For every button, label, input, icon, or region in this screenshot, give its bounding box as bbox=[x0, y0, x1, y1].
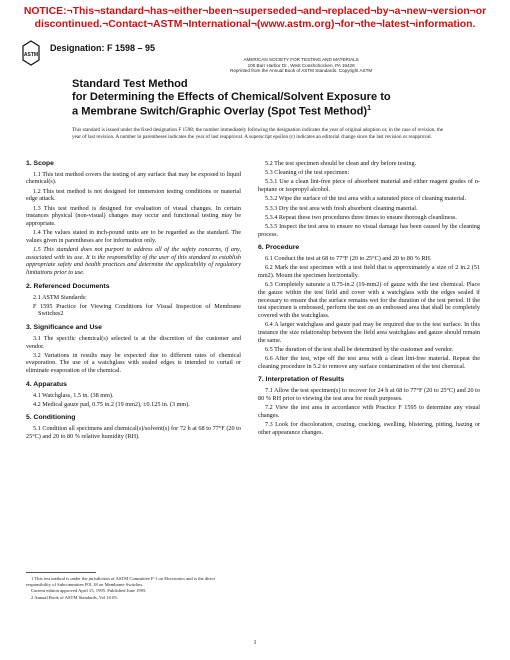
paragraph-6-3: 6.3 Completely saturate a 0.75-in.2 (19-mm2) of gauze with the test chemical. Place the gauze within the test field and cover with a watchglass with the edges sealed if necessary to ensure that the surface remains wet for the duration of the test period. If the test specimen is embossed, perform the test on an embossed area that shall be completely covered with the watchglass. bbox=[258, 281, 480, 319]
title-line-3-text: a Membrane Switch/Graphic Overlay (Spot Test Method) bbox=[72, 105, 368, 118]
paragraph-6-4: 6.4 A larger watchglass and gauze pad may be required due to the test surface. In this instance the size relationship between the field area watchglass and gauze should remain the same. bbox=[258, 321, 480, 344]
paragraph-5-2: 5.2 The test specimen should be clean and dry before testing. bbox=[265, 160, 417, 167]
paragraph-4-1: 4.1 Watchglass, 1.5 in. (38 mm). bbox=[33, 391, 114, 399]
section-5-heading: 5. Conditioning bbox=[26, 414, 76, 422]
document-title bbox=[72, 78, 472, 118]
section-2-heading: 2. Referenced Documents bbox=[26, 282, 110, 290]
reference-f1595: F 1595 Practice for Viewing Conditions for Visual Inspection of Membrane Switches2 bbox=[33, 302, 241, 318]
paragraph-1-2: 1.2 This test method is not designed for immersion testing conditions or material edge attack. bbox=[26, 187, 241, 203]
society-line-1: AMERICAN SOCIETY FOR TESTING AND MATERIALS bbox=[243, 57, 359, 62]
section-7-heading: 7. Interpretation of Results bbox=[258, 376, 345, 384]
footnotes bbox=[26, 572, 241, 602]
left-column bbox=[26, 160, 241, 442]
paragraph-3-2: 3.2 Variations in results may be expected due to different rates of chemical evaporation. The use of a watchglass with sealed edges is intended to curtail or eliminate evaporation of the chemical. bbox=[26, 351, 241, 375]
section-6-heading: 6. Procedure bbox=[258, 244, 300, 252]
paragraph-1-5: 1.5 This standard does not purport to address all of the safety concerns, if any, associated with its use. It is the responsibility of the user of this standard to establish appropriate safety and health practices and determine the applicability of regulatory limitations prior to use. bbox=[26, 246, 241, 277]
paragraph-4-2: 4.2 Medical gauze pad, 0.75 in.2 (19 mm2), ±0.125 in. (3 mm). bbox=[33, 400, 190, 408]
footnote-1-edition: Current edition approved April 15, 1995. Published June 1995. bbox=[31, 588, 147, 594]
notice-banner bbox=[0, 6, 510, 31]
astm-logo-icon bbox=[22, 40, 40, 66]
paragraph-1-1: 1.1 This test method covers the testing of any surface that may be exposed to liquid chemical(s). bbox=[26, 170, 241, 186]
paragraph-6-5: 6.5 The duration of the test shall be determined by the customer and vendor. bbox=[265, 345, 454, 353]
society-line-3: Reprinted from the Annual Book of ASTM Standards. Copyright ASTM bbox=[230, 68, 373, 74]
paragraph-5-1: 5.1 Condition all specimens and chemical(s)/solvent(s) for 72 h at 68 to 77°F (20 to 25°C) and 20 to 80 % relative humidity (RH). bbox=[26, 425, 241, 440]
section-1-heading: 1. Scope bbox=[26, 160, 54, 167]
notice-line-1: NOTICE:¬This¬standard¬has¬either¬been¬superseded¬and¬replaced¬by¬a¬new¬version¬or bbox=[23, 6, 487, 17]
society-line-2: 100 Barr Harbor Dr., West Conshohocken, PA 19428 bbox=[247, 62, 355, 68]
paragraph-6-6: 6.6 After the test, wipe off the test area with a clean lint-free material. Repeat the cleaning procedure in 5.2 to remove any surface contamination of the test chemical. bbox=[258, 354, 480, 370]
title-line-3 bbox=[72, 103, 472, 118]
notice-line-2: discontinued.¬Contact¬ASTM¬International¬(www.astm.org)¬for¬the¬latest¬information. bbox=[34, 18, 476, 30]
paragraph-5-3-1: 5.3.1 Use a clean lint-free piece of absorbent material and either reagent grades of n-heptane or isopropyl alcohol. bbox=[258, 178, 480, 194]
paragraph-3-1: 3.1 The specific chemical(s) selected is at the discretion of the customer and vendor. bbox=[26, 334, 241, 350]
paragraph-7-1: 7.1 Allow the test specimen(s) to recover for 24 h at 68 to 77°F (20 to 25°C) and 20 to 80 % RH prior to viewing the test area for result purposes. bbox=[258, 387, 480, 402]
paragraph-5-3: 5.3 Cleaning of the test specimen: bbox=[265, 169, 350, 177]
paragraph-7-3: 7.3 Look for discoloration, crazing, cracking, swelling, blistering, pitting, hazing or other appearance changes. bbox=[258, 420, 480, 436]
paragraph-5-3-2: 5.3.2 Wipe the surface of the test area with a saturated piece of cleaning material. bbox=[265, 195, 467, 203]
paragraph-7-2: 7.2 View the test area in accordance with Practice F 1595 to determine any visual changes. bbox=[258, 403, 480, 419]
section-3-heading: 3. Significance and Use bbox=[26, 324, 102, 332]
title-line-2: for Determining the Effects of Chemical/Solvent Exposure to bbox=[72, 90, 391, 103]
section-4-heading: 4. Apparatus bbox=[26, 380, 67, 388]
title-line-1: Standard Test Method bbox=[72, 78, 188, 90]
footnote-divider bbox=[26, 572, 96, 573]
paragraph-1-3: 1.3 This test method is designed for evaluation of visual changes. In certain instances physical (non-visual) changes may occur and functional testing may be appropriate. bbox=[26, 204, 241, 227]
issued-statement: This standard is issued under the fixed designation F 1598; the number immediately following the designation indicates the year of original adoption or, in the case of revision, the year of last revision. A number in parentheses indicates the year of last reapproval. A superscript epsilon (ε) indicates an editorial change since the last revision or reapproval. bbox=[72, 127, 444, 140]
designation: Designation: F 1598 – 95 bbox=[50, 43, 156, 53]
page-number: 1 bbox=[253, 640, 257, 646]
paragraph-5-3-5: 5.3.5 Inspect the test area to ensure no visual damage has been caused by the cleaning process. bbox=[258, 222, 480, 238]
paragraph-5-3-3: 5.3.3 Dry the test area with fresh absorbent cleaning material. bbox=[265, 204, 418, 212]
footnote-2: 2 Annual Book of ASTM Standards, Vol 10.05. bbox=[31, 595, 118, 601]
paragraph-6-2: 6.2 Mark the test specimen with a test field that is approximately a size of 2 in.2 (51 mm2). Mount the specimen horizontally. bbox=[258, 264, 480, 279]
paragraph-1-4: 1.4 The values stated in inch-pound units are to be regarded as the standard. The values given in parentheses are for information only. bbox=[26, 229, 241, 244]
right-column bbox=[258, 160, 480, 438]
paragraph-5-3-4: 5.3.4 Repeat these two procedures three times to ensure thorough cleanliness. bbox=[265, 213, 457, 221]
svg-text:ASTM: ASTM bbox=[23, 52, 39, 58]
paragraph-6-1: 6.1 Conduct the test at 68 to 77°F (20 to 25°C) and 20 to 80 % RH. bbox=[265, 255, 432, 263]
paragraph-2-1: 2.1 ASTM Standards: bbox=[33, 293, 87, 301]
footnote-1: 1 This test method is under the jurisdiction of ASTM Committee F-1 on Electronics and is the direct responsibility of Subcommittee F01.18 on Membrane Switches. bbox=[26, 576, 216, 587]
title-footnote-mark: 1 bbox=[367, 105, 371, 113]
society-header bbox=[230, 57, 372, 74]
